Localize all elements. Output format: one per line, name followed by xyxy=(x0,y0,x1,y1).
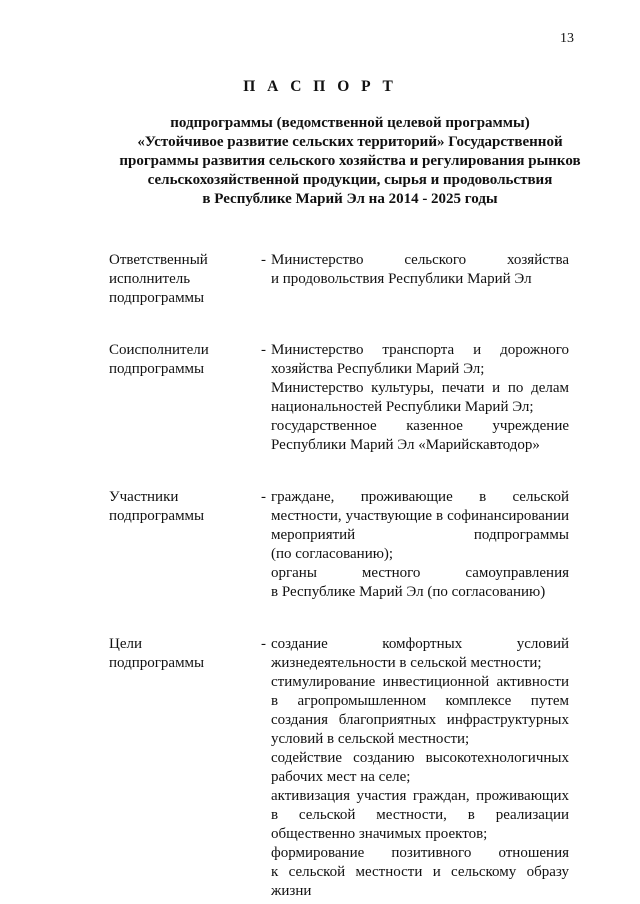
row-content xyxy=(271,251,569,308)
content-line: в агропромышленном комплексе путем xyxy=(271,693,569,709)
passport-row-participants xyxy=(109,488,569,602)
subtitle-line: в Республике Марий Эл на 2014 - 2025 годы xyxy=(202,191,498,207)
label-line: подпрограммы xyxy=(109,361,205,377)
row-content xyxy=(271,341,569,455)
content-line: местности, участвующие в софинансировании xyxy=(271,508,569,524)
row-separator: - xyxy=(261,636,266,652)
label-line: Соисполнители xyxy=(109,342,209,358)
content-line: создание комфортных условий xyxy=(271,636,569,652)
content-line: жизнедеятельности в сельской местности; xyxy=(271,655,542,671)
content-line: мероприятий подпрограммы xyxy=(271,527,569,543)
row-label xyxy=(109,341,261,455)
content-line: жизни xyxy=(271,883,312,899)
content-line: общественно значимых проектов; xyxy=(271,826,488,842)
subtitle-line: сельскохозяйственной продукции, сырья и продовольствия xyxy=(147,172,553,188)
content-line: Министерство сельского хозяйства xyxy=(271,252,569,268)
document-subtitle xyxy=(100,114,600,209)
content-line: стимулирование инвестиционной активности xyxy=(271,674,569,690)
passport-row-coexecutors xyxy=(109,341,569,455)
content-line: формирование позитивного отношения xyxy=(271,845,569,861)
content-line: содействие созданию высокотехнологичных xyxy=(271,750,569,766)
row-content xyxy=(271,635,569,901)
content-line: Министерство транспорта и дорожного xyxy=(271,342,569,358)
subtitle-line: «Устойчивое развитие сельских территорий» Государственной xyxy=(137,134,563,150)
row-separator: - xyxy=(261,489,266,505)
passport-table xyxy=(109,251,569,901)
content-line: в сельской местности, в реализации xyxy=(271,807,569,823)
content-line: создания благоприятных инфраструктурных xyxy=(271,712,569,728)
content-line: рабочих мест на селе; xyxy=(271,769,411,785)
content-line: хозяйства Республики Марий Эл; xyxy=(271,361,485,377)
label-line: подпрограммы xyxy=(109,655,205,671)
label-line: подпрограммы xyxy=(109,290,205,306)
label-line: Участники xyxy=(109,489,179,505)
content-line: национальностей Республики Марий Эл; xyxy=(271,399,534,415)
content-line: в Республике Марий Эл (по согласованию) xyxy=(271,584,546,600)
label-line: подпрограммы xyxy=(109,508,205,524)
passport-row-responsible xyxy=(109,251,569,308)
row-label xyxy=(109,488,261,602)
label-line: исполнитель xyxy=(109,271,191,287)
content-line: и продовольствия Республики Марий Эл xyxy=(271,271,532,287)
row-label xyxy=(109,635,261,901)
content-line: (по согласованию); xyxy=(271,546,394,562)
content-line: к сельской местности и сельскому образу xyxy=(271,864,569,880)
document-title: П А С П О Р Т xyxy=(243,78,397,95)
subtitle-line: программы развития сельского хозяйства и регулирования рынков xyxy=(119,153,581,169)
row-content xyxy=(271,488,569,602)
subtitle-line: подпрограммы (ведомственной целевой программы) xyxy=(170,115,530,131)
label-line: Цели xyxy=(109,636,143,652)
content-line: Министерство культуры, печати и по делам xyxy=(271,380,569,396)
content-line: органы местного самоуправления xyxy=(271,565,569,581)
row-separator: - xyxy=(261,252,266,268)
passport-row-goals xyxy=(109,635,569,901)
content-line: государственное казенное учреждение xyxy=(271,418,569,434)
content-line: Республики Марий Эл «Марийскавтодор» xyxy=(271,437,540,453)
row-separator: - xyxy=(261,342,266,358)
content-line: граждане, проживающие в сельской xyxy=(271,489,569,505)
content-line: условий в сельской местности; xyxy=(271,731,470,747)
page-number: 13 xyxy=(560,31,574,46)
content-line: активизация участия граждан, проживающих xyxy=(271,788,569,804)
label-line: Ответственный xyxy=(109,252,208,268)
row-label xyxy=(109,251,261,308)
